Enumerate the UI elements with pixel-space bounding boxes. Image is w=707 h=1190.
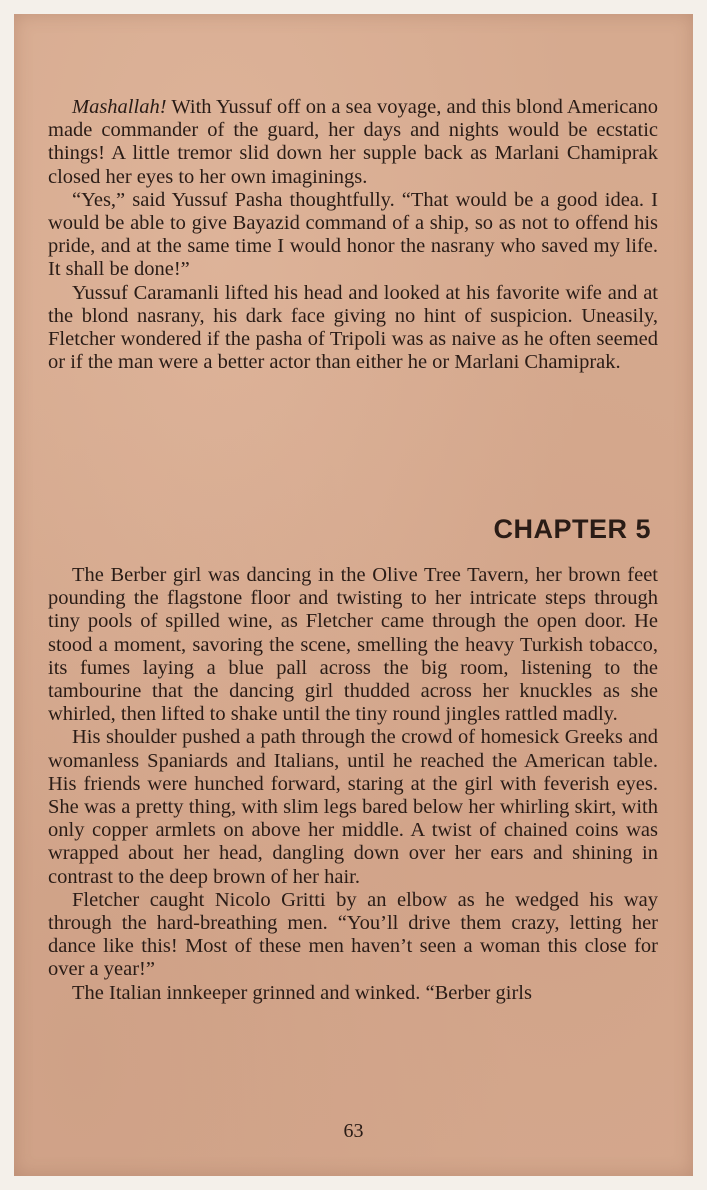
paragraph: His shoulder pushed a path through the crowd of homesick Greeks and womanless Spaniards and Italians, until he reached the American table. His friends were hunched forward, staring at the girl with feverish eyes. She was a pretty thing, with slim legs bared below her whirling skirt, with only copper armlets on above her middle. A twist of chained coins was wrapped about her head, dangling down over her ears and shining in contrast to the deep brown of her hair. <box>48 726 658 888</box>
paragraph-text: With Yussuf off on a sea voyage, and this blond Americano made commander of the guard, her days and nights would be ecstatic things! A little tremor slid down her supple back as Marlani Chamiprak closed her eyes to her own imaginings. <box>48 96 658 188</box>
paragraph: Yussuf Caramanli lifted his head and looked at his favorite wife and at the blond nasrany, his dark face giving no hint of suspicion. Uneasily, Fletcher wondered if the pasha of Tripoli was as naive as he often seemed or if the man were a better actor than either he or Marlani Chamiprak. <box>48 281 658 374</box>
page-number: 63 <box>343 1120 364 1142</box>
paragraph: Fletcher caught Nicolo Gritti by an elbow as he wedged his way through the hard-breathing men. “You’ll drive them crazy, letting her dance like this! Most of these men haven’t seen a woman this close for over a year!” <box>48 888 658 981</box>
text-block-bottom <box>48 564 658 1005</box>
book-page <box>14 14 693 1176</box>
paragraph: The Italian innkeeper grinned and winked. “Berber girls <box>72 981 532 1004</box>
paragraph: The Berber girl was dancing in the Olive Tree Tavern, her brown feet pounding the flagstone floor and twisting to her intricate steps through tiny pools of spilled wine, as Fletcher came through the open door. He stood a moment, savoring the scene, smelling the heavy Turkish tobacco, its fumes laying a blue pall across the big room, listening to the tambourine that the dancing girl thudded across her knuckles as she whirled, then lifted to shake until the tiny round jingles rattled madly. <box>48 564 658 726</box>
paragraph <box>48 96 658 189</box>
italic-exclamation: Mashallah! <box>72 96 167 118</box>
chapter-heading: CHAPTER 5 <box>493 514 651 544</box>
text-block-top <box>48 96 658 374</box>
paragraph: “Yes,” said Yussuf Pasha thoughtfully. “That would be a good idea. I would be able to give Bayazid command of a ship, so as not to offend his pride, and at the same time I would honor the nasrany who saved my life. It shall be done!” <box>48 188 658 281</box>
